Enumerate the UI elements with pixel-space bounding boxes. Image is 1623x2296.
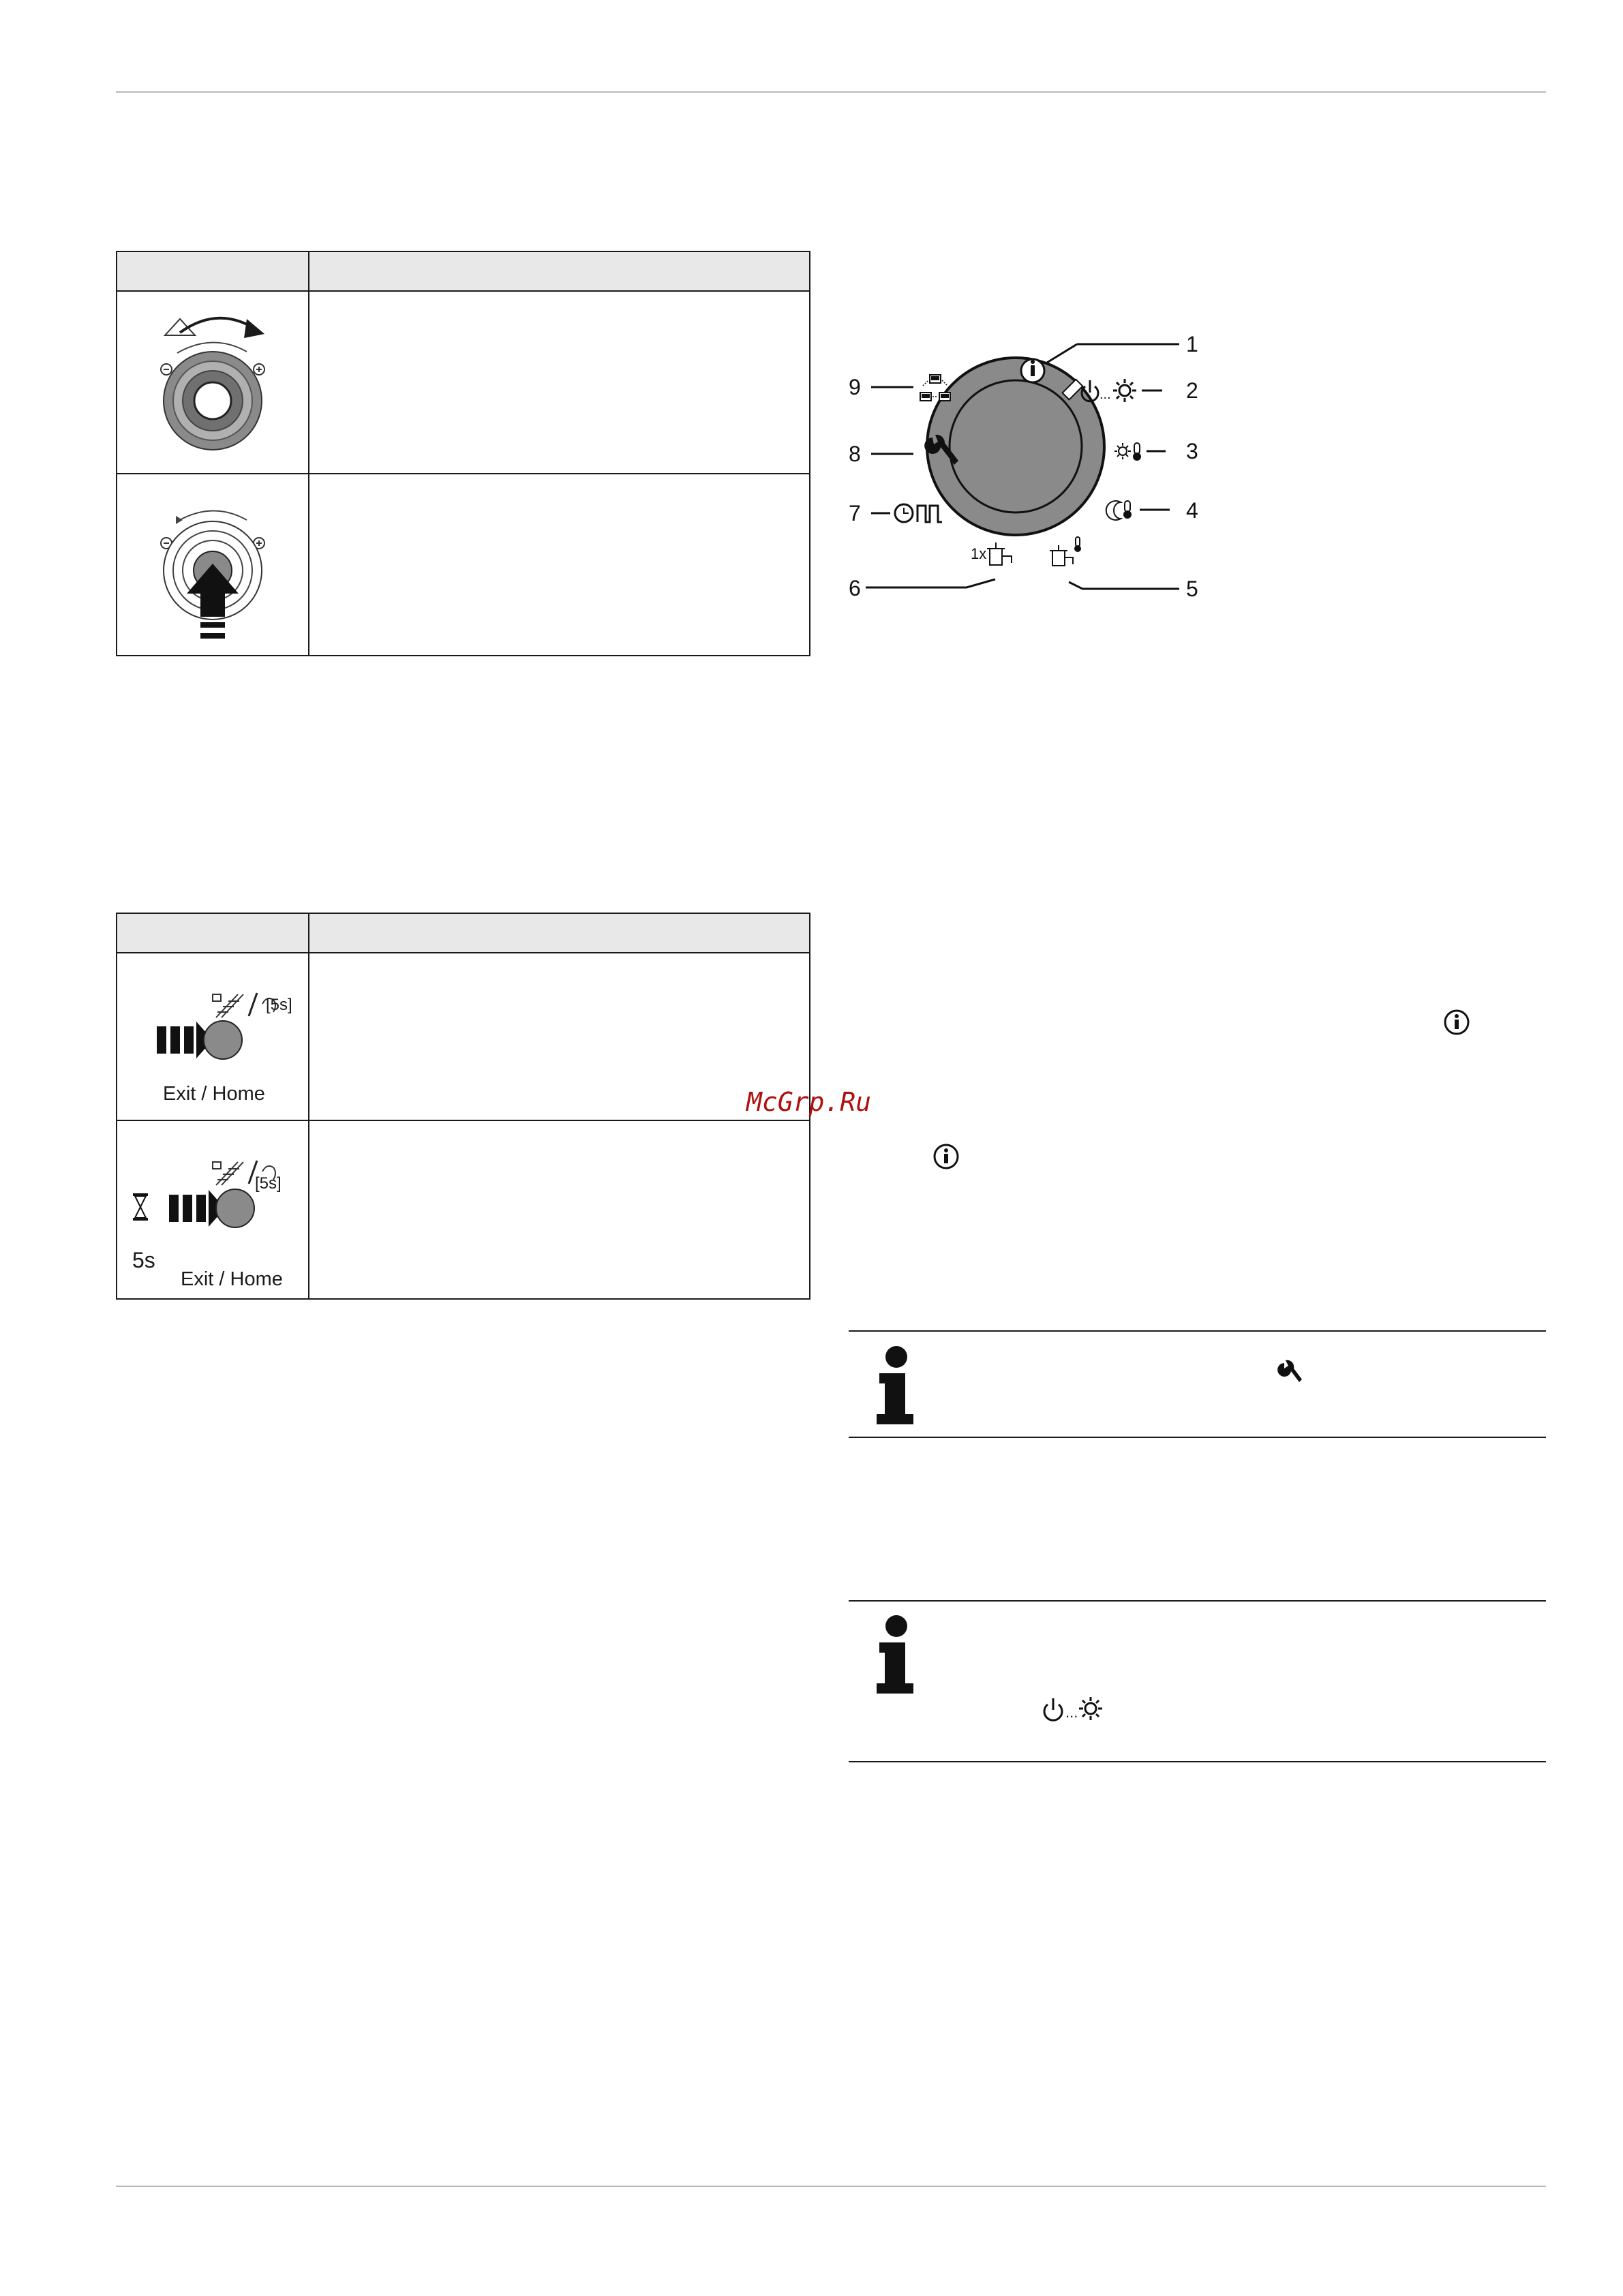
note-1-top-rule [849,1330,1546,1332]
hold-time-label: 5s [132,1248,155,1272]
note-2-ellipsis: ... [1065,1704,1078,1721]
watermark: McGrp.Ru [746,1087,872,1117]
exit-table-row-divider [117,1120,809,1121]
tap-once-icon [987,542,1012,565]
reduced-temp-icon [1106,501,1132,520]
control-table [116,251,810,656]
rotate-knob-icon [138,300,288,463]
hold-caption: Exit / Home [181,1268,283,1290]
push-knob-icon [138,480,288,651]
bottom-rule [116,2186,1546,2187]
network-icon [920,375,950,401]
exit-table-header [117,914,809,953]
mode-dial-diagram [845,320,1227,613]
note-info-icon [873,1615,920,1697]
info-mode-icon [1021,359,1044,382]
comfort-temp-icon [1114,443,1141,461]
top-rule [116,91,1546,93]
callout-2: 2 [1186,378,1198,403]
callout-6: 6 [849,576,861,600]
callout-3: 3 [1186,439,1198,463]
exit-badge: [5s] [266,996,292,1014]
note-2-bottom-rule [849,1761,1546,1762]
control-table-header [117,252,809,292]
control-table-row-divider [117,473,809,474]
info-icon [932,1143,960,1170]
once-label: 1x [971,545,987,562]
note-2-top-rule [849,1600,1546,1602]
callout-9: 9 [849,375,861,399]
exit-table-divider [308,914,309,1298]
control-table-divider [308,252,309,655]
callout-4: 4 [1186,498,1198,523]
standby-icon [1040,1695,1067,1722]
hot-water-temp-icon [1050,537,1081,566]
callout-1: 1 [1186,332,1198,356]
sun-icon [1077,1695,1104,1722]
time-program-icon [895,504,942,522]
note-info-icon [873,1346,920,1428]
hold-badge: [5s] [255,1174,282,1193]
mode-dial-inner [950,380,1082,512]
note-1-bottom-rule [849,1437,1546,1438]
exit-caption: Exit / Home [163,1083,265,1105]
callout-8: 8 [849,442,861,466]
callout-7: 7 [849,501,861,525]
exit-table [116,913,810,1300]
dial-ellipsis: ... [1099,387,1111,402]
sun-icon [1113,379,1136,402]
wrench-icon [1276,1359,1303,1386]
info-icon [1443,1009,1470,1036]
callout-5: 5 [1186,577,1198,601]
